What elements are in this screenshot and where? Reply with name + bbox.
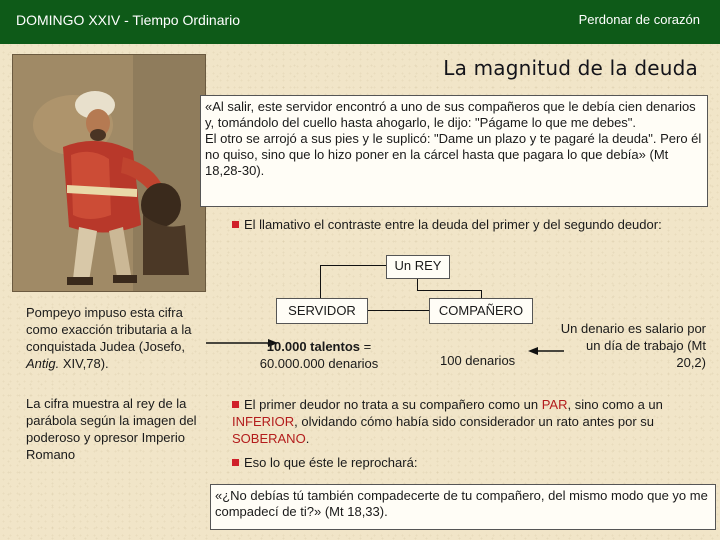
bullet-contrast (232, 216, 662, 233)
talentos-equals: = (360, 339, 372, 354)
pompeyo-note-ref: XIV,78). (59, 356, 109, 371)
bullet-reproach-text: Eso lo que éste le reprochará: (244, 455, 418, 470)
pompeyo-note-italic: Antig. (26, 356, 60, 371)
parable-quote-box (200, 95, 708, 207)
bullet2-par: PAR (541, 397, 568, 412)
bullet-square-icon (232, 221, 239, 228)
diagram-line-rey-right (417, 290, 481, 291)
bullet-square-icon (232, 459, 239, 466)
pompeyo-note (26, 304, 202, 372)
rey-box: Un REY (386, 255, 450, 279)
reproach-quote-box: «¿No debías tú también compadecerte de tu compañero, del mismo modo que yo me compadecí de ti?» (Mt 18,33). (210, 484, 716, 530)
quote-paragraph-1: «Al salir, este servidor encontró a uno de sus compañeros que le debía cien denarios y, tomándolo del cuello hasta ahogarlo, le dijo: "Págame lo que me debes". (205, 99, 696, 130)
bullet-par-inferior (232, 396, 692, 447)
talentos-denarios: 60.000.000 denarios (259, 356, 379, 371)
bullet2-soberano: SOBERANO (232, 431, 306, 446)
painting-image (12, 54, 206, 292)
bullet2-text-1: El primer deudor no trata a su compañero como un (244, 397, 542, 412)
bullet2-text-3: , olvidando cómo había sido considerador un rato antes por su (294, 414, 655, 429)
header-left-title: DOMINGO XXIV - Tiempo Ordinario (16, 12, 241, 28)
salario-note: Un denario es salario por un día de trabajo (Mt 20,2) (560, 321, 706, 370)
slide-title: La magnitud de la deuda (443, 56, 698, 80)
talentos-value (244, 338, 394, 372)
bullet2-inferior: INFERIOR (232, 414, 295, 429)
bullet-reproach (232, 454, 417, 471)
servidor-box: SERVIDOR (276, 298, 368, 324)
header-bar (0, 0, 720, 44)
imperio-note: La cifra muestra al rey de la parábola según la imagen del poderoso y opresor Imperio Romano (26, 396, 197, 462)
companero-box: COMPAÑERO (429, 298, 533, 324)
bullet-square-icon (232, 401, 239, 408)
diagram-line-servidor-companero (366, 310, 429, 311)
denarios-value: 100 denarios (440, 353, 516, 368)
bullet2-text-2: , sino como a un (567, 397, 663, 412)
bullet2-text-4: . (305, 431, 310, 446)
arrow-left-icon (528, 346, 564, 356)
diagram-line-rey-horizontal (320, 265, 386, 266)
quote-paragraph-2: El otro se arrojó a sus pies y le suplicó: "Dame un plazo y te pagaré la deuda". Pero él no quiso, sino que lo hizo poner en la cárcel hasta que pagara lo que debía» (Mt 18,28-30). (205, 131, 702, 178)
header-right-title: Perdonar de corazón (578, 12, 700, 27)
diagram-line-left-vertical (320, 265, 321, 298)
diagram-line-right-vertical (481, 290, 482, 298)
talentos-bold: 10.000 talentos (266, 339, 360, 354)
painting-illustration (13, 55, 205, 291)
bullet-contrast-text: El llamativo el contraste entre la deuda del primer y del segundo deudor: (244, 217, 662, 232)
pompeyo-note-text: Pompeyo impuso esta cifra como exacción tributaria a la conquistada Judea (Josefo, (26, 305, 192, 354)
